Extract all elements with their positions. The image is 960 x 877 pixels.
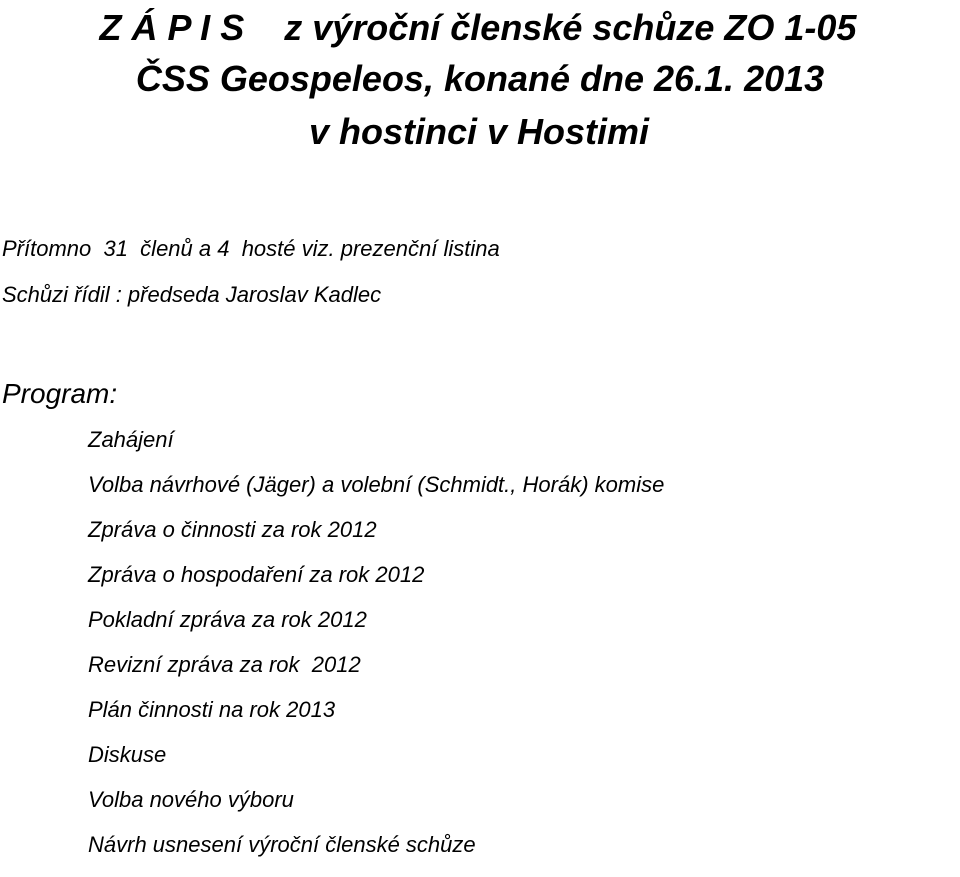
program-item-finance-report: Zpráva o hospodaření za rok 2012 [88,562,425,587]
program-item-discussion: Diskuse [88,742,167,767]
attendance-line: Přítomno 31 členů a 4 hosté viz. prezenční listina [2,236,500,261]
chairperson-line: Schůzi řídil : předseda Jaroslav Kadlec [2,282,382,307]
program-item-opening: Zahájení [88,427,174,452]
document-title-line-3: v hostinci v Hostimi [308,111,650,152]
program-item-cash-report: Pokladní zpráva za rok 2012 [88,607,367,632]
program-item-committee-election: Volba nového výboru [88,787,294,812]
program-list [88,427,664,877]
program-item-activity-plan: Plán činnosti na rok 2013 [88,697,336,722]
document-title-line-2: ČSS Geospeleos, konané dne 26.1. 2013 [135,58,825,99]
document-title-line-1: Z Á P I S z výroční členské schůze ZO 1-05 [99,7,857,48]
program-item-commission-election: Volba návrhové (Jäger) a volební (Schmidt., Horák) komise [88,472,665,497]
program-heading: Program: [2,378,118,409]
program-item-activity-report: Zpráva o činnosti za rok 2012 [88,517,377,542]
program-item-resolution-draft: Návrh usnesení výroční členské schůze [88,832,476,857]
program-item-audit-report: Revizní zpráva za rok 2012 [88,652,361,677]
